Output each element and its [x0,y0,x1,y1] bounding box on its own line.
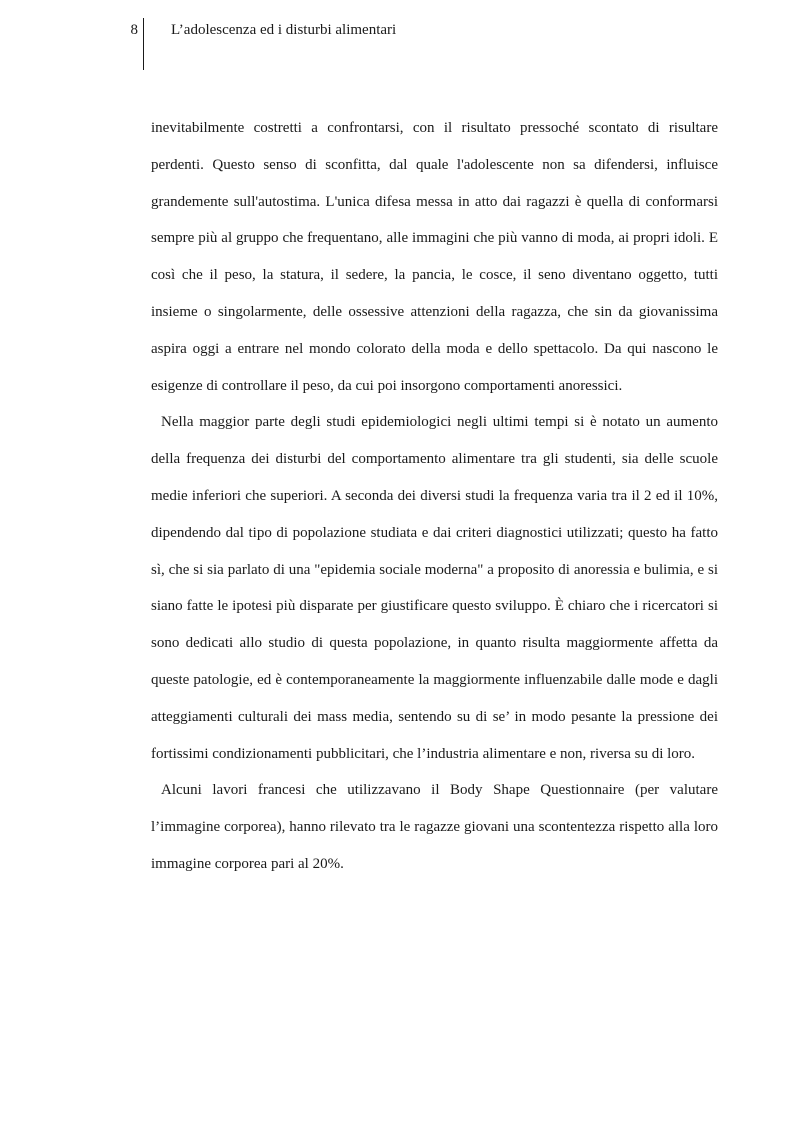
header-divider [143,18,144,70]
running-title: L’adolescenza ed i disturbi alimentari [171,22,397,38]
paragraph-2: Nella maggior parte degli studi epidemiologici negli ultimi tempi si è notato un aumento della frequenza dei disturbi del comportamento alimentare tra gli studenti, sia delle scuole medie inferiori che superiori. A seconda dei diversi studi la frequenza varia tra il 2 ed il 10%, dipendendo dal tipo di popolazione studiata e dai criteri diagnostici utilizzati; questo ha fatto sì, che si sia parlato di una "epidemia sociale moderna" a proposito di anoressia e bulimia, e si siano fatte le ipotesi più disparate per giustificare questo sviluppo. È chiaro che i ricercatori si sono dedicati allo studio di questa popolazione, in quanto risulta maggiormente affetta da queste patologie, ed è contemporaneamente la maggiormente influenzabile dalle mode e dagli atteggiamenti culturali dei mass media, sentendo su di se’ in modo pesante la pressione dei fortissimi condizionamenti pubblicitari, che l’industria alimentare e non, riversa su di loro. [151,414,718,762]
body-text [151,110,718,883]
page-number: 8 [130,22,138,38]
paragraph-3: Alcuni lavori francesi che utilizzavano il Body Shape Questionnaire (per valutare l’immagine corporea), hanno rilevato tra le ragazze giovani una scontentezza rispetto alla loro immagine corporea pari al 20%. [151,782,718,872]
paragraph-1: inevitabilmente costretti a confrontarsi, con il risultato pressoché scontato di risultare perdenti. Questo senso di sconfitta, dal quale l'adolescente non sa difendersi, influisce grandemente sull'autostima. L'unica difesa messa in atto dai ragazzi è quella di conformarsi sempre più al gruppo che frequentano, alle immagini che più vanno di moda, ai propri idoli. E così che il peso, la statura, il sedere, la pancia, le cosce, il seno diventano oggetto, tutti insieme o singolarmente, delle ossessive attenzioni della ragazza, che sin da giovanissima aspira oggi a entrare nel mondo colorato della moda e dello spettacolo. Da qui nascono le esigenze di controllare il peso, da cui poi insorgono comportamenti anoressici. [151,120,718,394]
